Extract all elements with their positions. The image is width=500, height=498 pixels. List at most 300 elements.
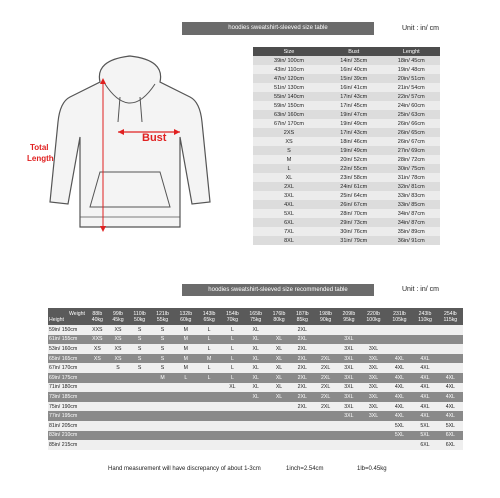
size-recommend-cell: 4XL bbox=[386, 411, 412, 421]
size-recommend-cell: L bbox=[174, 373, 197, 383]
bust-cell: 26in/ 67cm bbox=[325, 200, 383, 209]
recommend-row bbox=[48, 402, 463, 412]
size-cell: 2XS bbox=[253, 128, 325, 137]
size-recommend-cell bbox=[197, 383, 220, 393]
size-recommend-cell: XL bbox=[244, 363, 267, 373]
size-recommend-cell bbox=[128, 392, 151, 402]
size-recommend-cell bbox=[151, 421, 174, 431]
bust-label: Bust bbox=[142, 132, 167, 144]
weight-lb: 143lb bbox=[202, 310, 216, 317]
weight-lb: 209lb bbox=[342, 310, 356, 317]
size-recommend-cell: S bbox=[151, 363, 174, 373]
weight-kg: 110kg bbox=[418, 316, 432, 323]
weight-lb: 88lb bbox=[92, 310, 103, 317]
size-recommend-cell: 6XL bbox=[438, 440, 463, 450]
size-row bbox=[253, 200, 440, 209]
size-recommend-cell bbox=[361, 335, 387, 345]
size-cell: 55in/ 140cm bbox=[253, 92, 325, 101]
size-recommend-cell: S bbox=[108, 363, 129, 373]
size-recommend-cell: S bbox=[128, 363, 151, 373]
size-recommend-cell bbox=[386, 335, 412, 345]
weight-kg: 115kg bbox=[443, 316, 458, 323]
length-cell: 34in/ 87cm bbox=[383, 209, 441, 218]
size-recommend-cell: M bbox=[174, 325, 197, 335]
size-recommend-cell: XS bbox=[108, 354, 129, 364]
size-recommend-cell bbox=[314, 431, 337, 441]
length-cell: 25in/ 63cm bbox=[383, 110, 441, 119]
weight-lb: 231lb bbox=[393, 310, 406, 317]
size-recommend-cell bbox=[108, 373, 129, 383]
size-recommend-cell: 2XL bbox=[314, 402, 337, 412]
weight-kg: 70kg bbox=[226, 316, 239, 323]
size-recommend-cell bbox=[108, 421, 129, 431]
size-recommend-cell bbox=[291, 411, 314, 421]
size-recommend-cell bbox=[128, 421, 151, 431]
size-recommend-cell: XL bbox=[244, 383, 267, 393]
weight-lb: 132lb bbox=[179, 310, 193, 317]
size-recommend-cell bbox=[267, 402, 290, 412]
size-recommend-cell: M bbox=[151, 373, 174, 383]
size-recommend-cell: 2XL bbox=[291, 402, 314, 412]
size-cell: 2XL bbox=[253, 182, 325, 191]
size-recommend-cell: 6XL bbox=[438, 431, 463, 441]
length-cell: 34in/ 87cm bbox=[383, 218, 441, 227]
weight-header bbox=[197, 308, 220, 325]
size-recommend-cell bbox=[197, 392, 220, 402]
weight-kg: 65kg bbox=[203, 316, 215, 323]
recommend-row bbox=[48, 440, 463, 450]
size-recommend-cell bbox=[291, 440, 314, 450]
size-recommend-cell: XL bbox=[267, 354, 290, 364]
size-cell: 8XL bbox=[253, 236, 325, 245]
size-recommend-cell: L bbox=[221, 363, 244, 373]
size-cell: 5XL bbox=[253, 209, 325, 218]
length-cell: 27in/ 69cm bbox=[383, 146, 441, 155]
size-row bbox=[253, 218, 440, 227]
size-recommend-cell: 4XL bbox=[412, 373, 437, 383]
bust-cell: 24in/ 61cm bbox=[325, 182, 383, 191]
size-recommend-cell: 4XL bbox=[438, 373, 463, 383]
recommend-row bbox=[48, 373, 463, 383]
size-recommend-cell: L bbox=[221, 344, 244, 354]
weight-header bbox=[438, 308, 463, 325]
size-recommend-cell bbox=[386, 440, 412, 450]
recommend-row bbox=[48, 335, 463, 345]
size-recommend-cell: 4XL bbox=[412, 411, 437, 421]
lb-conversion: 1lb=0.45kg bbox=[357, 466, 387, 472]
height-cell: 85in/ 215cm bbox=[48, 440, 87, 450]
size-row bbox=[253, 173, 440, 182]
weight-lb: 121lb bbox=[156, 310, 169, 317]
size-recommend-cell: L bbox=[197, 344, 220, 354]
size-recommend-cell bbox=[197, 421, 220, 431]
weight-header bbox=[151, 308, 174, 325]
size-recommend-cell bbox=[128, 383, 151, 393]
size-cell: 39in/ 100cm bbox=[253, 56, 325, 65]
height-cell: 65in/ 165cm bbox=[48, 354, 87, 364]
size-recommend-cell: XL bbox=[267, 344, 290, 354]
length-cell: 20in/ 51cm bbox=[383, 74, 441, 83]
size-recommend-cell bbox=[174, 383, 197, 393]
bust-cell: 16in/ 41cm bbox=[325, 83, 383, 92]
size-recommend-cell: L bbox=[221, 335, 244, 345]
size-row bbox=[253, 209, 440, 218]
size-cell: XS bbox=[253, 137, 325, 146]
size-recommend-cell bbox=[174, 411, 197, 421]
size-recommend-cell: XL bbox=[267, 383, 290, 393]
weight-lb: 220lb bbox=[367, 310, 380, 317]
size-recommend-cell bbox=[128, 440, 151, 450]
size-recommend-cell bbox=[108, 440, 129, 450]
size-recommend-cell: 4XL bbox=[412, 402, 437, 412]
size-cell: S bbox=[253, 146, 325, 155]
length-cell: 31in/ 78cm bbox=[383, 173, 441, 182]
weight-header bbox=[267, 308, 290, 325]
size-recommend-cell: 4XL bbox=[438, 402, 463, 412]
size-recommend-cell bbox=[438, 344, 463, 354]
weight-lb: 154lb bbox=[226, 310, 239, 317]
size-recommend-cell: XL bbox=[244, 373, 267, 383]
weight-kg: 85kg bbox=[296, 316, 308, 323]
size-recommend-cell bbox=[361, 440, 387, 450]
bust-cell: 17in/ 43cm bbox=[325, 92, 383, 101]
weight-height-corner bbox=[48, 308, 87, 325]
size-recommend-cell: S bbox=[128, 335, 151, 345]
weight-header bbox=[337, 308, 360, 325]
size-recommend-cell: 4XL bbox=[386, 373, 412, 383]
size-recommend-cell: 2XL bbox=[314, 363, 337, 373]
size-recommend-cell: 4XL bbox=[412, 392, 437, 402]
recommend-row bbox=[48, 363, 463, 373]
size-recommend-cell: 2XL bbox=[314, 392, 337, 402]
size-recommend-cell bbox=[291, 421, 314, 431]
size-recommend-cell bbox=[314, 335, 337, 345]
size-recommend-cell bbox=[87, 373, 108, 383]
size-recommend-cell bbox=[314, 421, 337, 431]
weight-kg: 60kg bbox=[180, 316, 192, 323]
size-recommend-cell bbox=[151, 383, 174, 393]
bust-cell: 20in/ 52cm bbox=[325, 155, 383, 164]
size-recommend-cell bbox=[128, 431, 151, 441]
size-recommend-cell bbox=[267, 440, 290, 450]
size-recommend-cell: M bbox=[174, 335, 197, 345]
size-recommend-cell: S bbox=[151, 325, 174, 335]
size-recommend-cell: XL bbox=[267, 392, 290, 402]
size-recommend-cell: M bbox=[197, 354, 220, 364]
size-recommend-cell: 3XL bbox=[361, 373, 387, 383]
weight-header bbox=[386, 308, 412, 325]
size-recommend-cell: 4XL bbox=[438, 383, 463, 393]
size-recommend-cell bbox=[87, 402, 108, 412]
length-cell: 30in/ 75cm bbox=[383, 164, 441, 173]
bust-cell: 15in/ 39cm bbox=[325, 74, 383, 83]
size-recommend-cell: 4XL bbox=[386, 392, 412, 402]
size-recommend-cell: 3XL bbox=[361, 392, 387, 402]
length-label: Length bbox=[27, 154, 54, 163]
height-cell: 61in/ 155cm bbox=[48, 335, 87, 345]
size-recommend-cell bbox=[337, 325, 360, 335]
size-recommend-cell bbox=[337, 421, 360, 431]
weight-header bbox=[108, 308, 129, 325]
size-recommend-cell: XL bbox=[244, 325, 267, 335]
size-recommend-cell bbox=[412, 344, 437, 354]
weight-header bbox=[412, 308, 437, 325]
size-recommend-cell bbox=[386, 325, 412, 335]
bust-cell: 16in/ 40cm bbox=[325, 65, 383, 74]
size-recommend-cell: XXS bbox=[87, 335, 108, 345]
size-cell: 6XL bbox=[253, 218, 325, 227]
weight-kg: 100kg bbox=[366, 316, 381, 323]
bust-cell: 19in/ 49cm bbox=[325, 146, 383, 155]
size-recommend-cell bbox=[108, 392, 129, 402]
height-cell: 81in/ 205cm bbox=[48, 421, 87, 431]
size-table-unit: Unit : in/ cm bbox=[402, 25, 439, 32]
size-cell: L bbox=[253, 164, 325, 173]
weight-lb: 243lb bbox=[418, 310, 432, 317]
recommend-row bbox=[48, 325, 463, 335]
size-recommend-cell: 2XL bbox=[291, 335, 314, 345]
length-cell: 36in/ 91cm bbox=[383, 236, 441, 245]
size-recommend-cell bbox=[128, 373, 151, 383]
size-row bbox=[253, 164, 440, 173]
size-recommend-cell bbox=[197, 431, 220, 441]
size-cell: XL bbox=[253, 173, 325, 182]
size-recommend-cell: 2XL bbox=[291, 373, 314, 383]
weight-header bbox=[361, 308, 387, 325]
size-row bbox=[253, 128, 440, 137]
size-recommend-cell bbox=[386, 344, 412, 354]
size-recommend-cell bbox=[108, 383, 129, 393]
size-row bbox=[253, 92, 440, 101]
length-cell: 28in/ 72cm bbox=[383, 155, 441, 164]
size-recommend-cell: 5XL bbox=[386, 421, 412, 431]
bust-cell: 25in/ 64cm bbox=[325, 191, 383, 200]
size-row bbox=[253, 119, 440, 128]
weight-kg: 45kg bbox=[112, 316, 124, 323]
size-recommend-cell bbox=[108, 402, 129, 412]
weight-lb: 110lb bbox=[133, 310, 146, 317]
size-recommend-cell bbox=[87, 392, 108, 402]
size-recommend-cell bbox=[412, 325, 437, 335]
weight-header bbox=[314, 308, 337, 325]
recommend-row bbox=[48, 411, 463, 421]
size-cell: 3XL bbox=[253, 191, 325, 200]
weight-header bbox=[174, 308, 197, 325]
recommend-row bbox=[48, 421, 463, 431]
weight-kg: 95kg bbox=[343, 316, 355, 323]
size-recommend-cell: 2XL bbox=[291, 354, 314, 364]
size-cell: 51in/ 130cm bbox=[253, 83, 325, 92]
size-recommend-cell bbox=[361, 431, 387, 441]
height-cell: 83in/ 210cm bbox=[48, 431, 87, 441]
size-recommend-cell bbox=[221, 440, 244, 450]
bust-header: Bust bbox=[325, 47, 383, 56]
size-recommend-cell: 5XL bbox=[386, 431, 412, 441]
size-recommend-cell bbox=[337, 440, 360, 450]
size-recommend-cell: L bbox=[221, 354, 244, 364]
size-recommend-cell: L bbox=[197, 363, 220, 373]
size-recommend-cell: XL bbox=[244, 354, 267, 364]
size-recommend-cell bbox=[174, 421, 197, 431]
size-recommend-cell: 2XL bbox=[291, 344, 314, 354]
size-recommend-cell bbox=[337, 431, 360, 441]
bust-cell: 14in/ 35cm bbox=[325, 56, 383, 65]
height-cell: 73in/ 185cm bbox=[48, 392, 87, 402]
size-recommend-cell bbox=[151, 402, 174, 412]
size-recommend-cell bbox=[87, 383, 108, 393]
length-cell: 33in/ 83cm bbox=[383, 191, 441, 200]
size-recommend-cell bbox=[221, 402, 244, 412]
size-recommend-cell: 3XL bbox=[361, 344, 387, 354]
size-recommend-cell: 2XL bbox=[291, 383, 314, 393]
size-recommend-cell: 3XL bbox=[361, 411, 387, 421]
size-cell: 43in/ 110cm bbox=[253, 65, 325, 74]
size-recommend-cell bbox=[267, 411, 290, 421]
weight-header bbox=[244, 308, 267, 325]
size-recommend-cell: 2XL bbox=[314, 354, 337, 364]
size-recommend-cell bbox=[267, 325, 290, 335]
height-cell: 77in/ 195cm bbox=[48, 411, 87, 421]
size-recommend-cell bbox=[438, 354, 463, 364]
size-recommend-cell: XL bbox=[267, 363, 290, 373]
weight-kg: 55kg bbox=[156, 316, 169, 323]
weight-lb: 254lb bbox=[443, 310, 457, 317]
size-recommend-cell bbox=[314, 344, 337, 354]
size-recommend-cell: XS bbox=[87, 354, 108, 364]
size-row bbox=[253, 182, 440, 191]
size-cell: 47in/ 120cm bbox=[253, 74, 325, 83]
size-recommend-cell: L bbox=[197, 335, 220, 345]
size-recommend-cell: 3XL bbox=[337, 392, 360, 402]
weight-lb: 176lb bbox=[272, 310, 286, 317]
length-cell: 35in/ 89cm bbox=[383, 227, 441, 236]
length-header: Lenght bbox=[383, 47, 441, 56]
size-recommend-cell bbox=[267, 431, 290, 441]
size-recommend-cell bbox=[87, 440, 108, 450]
size-recommend-cell bbox=[244, 402, 267, 412]
size-recommend-cell: 4XL bbox=[412, 363, 437, 373]
weight-header bbox=[87, 308, 108, 325]
size-row bbox=[253, 110, 440, 119]
size-recommend-cell: S bbox=[128, 354, 151, 364]
size-table-title: hoodies sweatshirt-sleeved size table bbox=[182, 22, 374, 35]
recommend-table bbox=[48, 308, 463, 450]
size-recommend-cell bbox=[108, 411, 129, 421]
size-recommend-cell bbox=[221, 431, 244, 441]
length-cell: 26in/ 66cm bbox=[383, 119, 441, 128]
weight-header bbox=[291, 308, 314, 325]
size-recommend-cell bbox=[244, 411, 267, 421]
weight-label: Weight bbox=[68, 310, 85, 317]
size-table bbox=[253, 47, 440, 245]
bust-cell: 31in/ 79cm bbox=[325, 236, 383, 245]
length-cell: 21in/ 54cm bbox=[383, 83, 441, 92]
weight-header bbox=[128, 308, 151, 325]
size-recommend-cell: M bbox=[174, 344, 197, 354]
size-recommend-cell: 3XL bbox=[361, 363, 387, 373]
size-cell: 63in/ 160cm bbox=[253, 110, 325, 119]
size-recommend-cell: L bbox=[197, 373, 220, 383]
recommend-row bbox=[48, 354, 463, 364]
size-row bbox=[253, 74, 440, 83]
size-row bbox=[253, 65, 440, 74]
size-recommend-cell bbox=[221, 411, 244, 421]
size-recommend-cell bbox=[128, 411, 151, 421]
size-cell: 67in/ 170cm bbox=[253, 119, 325, 128]
size-recommend-cell bbox=[197, 440, 220, 450]
bust-cell: 29in/ 73cm bbox=[325, 218, 383, 227]
size-recommend-cell bbox=[221, 421, 244, 431]
height-cell: 59in/ 150cm bbox=[48, 325, 87, 335]
size-recommend-cell: 2XL bbox=[291, 392, 314, 402]
weight-lb: 99lb bbox=[113, 310, 123, 317]
size-recommend-cell: 4XL bbox=[438, 411, 463, 421]
weight-lb: 165lb bbox=[249, 310, 263, 317]
length-cell: 18in/ 45cm bbox=[383, 56, 441, 65]
size-recommend-cell: 3XL bbox=[361, 402, 387, 412]
size-cell: 59in/ 150cm bbox=[253, 101, 325, 110]
size-recommend-cell: 3XL bbox=[337, 411, 360, 421]
weight-kg: 80kg bbox=[273, 316, 285, 323]
bust-cell: 18in/ 46cm bbox=[325, 137, 383, 146]
size-recommend-cell: XL bbox=[244, 344, 267, 354]
size-recommend-cell bbox=[221, 392, 244, 402]
size-recommend-cell bbox=[108, 431, 129, 441]
height-cell: 67in/ 170cm bbox=[48, 363, 87, 373]
weight-kg: 105kg bbox=[392, 316, 407, 323]
size-recommend-cell: XL bbox=[267, 373, 290, 383]
size-recommend-cell: S bbox=[151, 335, 174, 345]
size-recommend-cell: 3XL bbox=[337, 354, 360, 364]
size-recommend-cell bbox=[438, 335, 463, 345]
size-row bbox=[253, 146, 440, 155]
size-recommend-cell bbox=[174, 392, 197, 402]
size-recommend-cell: 4XL bbox=[386, 383, 412, 393]
length-cell: 26in/ 65cm bbox=[383, 128, 441, 137]
recommend-row bbox=[48, 392, 463, 402]
size-recommend-cell bbox=[244, 440, 267, 450]
size-recommend-cell bbox=[151, 411, 174, 421]
height-label: Height bbox=[49, 316, 64, 323]
size-recommend-cell bbox=[267, 421, 290, 431]
size-recommend-cell bbox=[128, 402, 151, 412]
size-recommend-cell bbox=[197, 411, 220, 421]
recommend-table-title: hoodies sweatshirt-sleeved size recommended table bbox=[182, 284, 374, 296]
length-cell: 33in/ 85cm bbox=[383, 200, 441, 209]
size-recommend-cell: S bbox=[151, 354, 174, 364]
bust-cell: 28in/ 70cm bbox=[325, 209, 383, 218]
weight-kg: 90kg bbox=[319, 316, 332, 323]
size-row bbox=[253, 101, 440, 110]
size-recommend-cell: XS bbox=[87, 344, 108, 354]
size-recommend-cell bbox=[244, 431, 267, 441]
size-recommend-cell: XS bbox=[108, 335, 129, 345]
size-recommend-cell bbox=[87, 363, 108, 373]
size-recommend-cell bbox=[151, 392, 174, 402]
size-recommend-cell bbox=[87, 421, 108, 431]
size-row bbox=[253, 227, 440, 236]
size-row bbox=[253, 155, 440, 164]
size-recommend-cell: 4XL bbox=[438, 392, 463, 402]
size-cell: 4XL bbox=[253, 200, 325, 209]
size-recommend-cell: 5XL bbox=[412, 421, 437, 431]
size-recommend-cell: 3XL bbox=[337, 373, 360, 383]
size-recommend-cell: 4XL bbox=[386, 402, 412, 412]
size-recommend-cell bbox=[174, 402, 197, 412]
size-recommend-cell: 4XL bbox=[386, 363, 412, 373]
size-recommend-cell: 5XL bbox=[438, 421, 463, 431]
size-recommend-cell: 4XL bbox=[386, 354, 412, 364]
